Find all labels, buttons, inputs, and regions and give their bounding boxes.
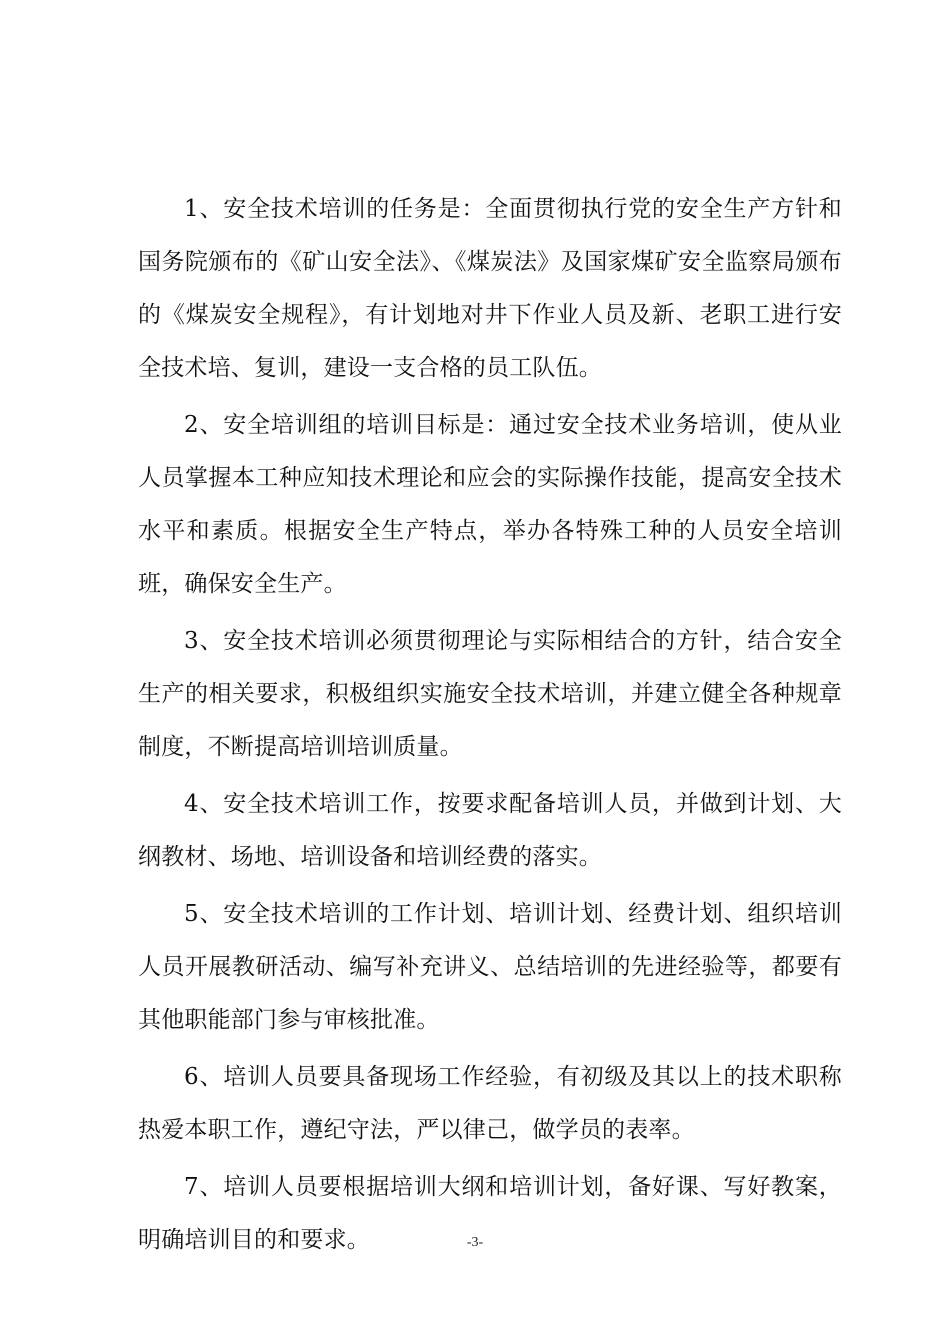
- paragraph-3: 3、安全技术培训必须贯彻理论与实际相结合的方针，结合安全生产的相关要求，积极组织实施安全技术培训，并建立健全各种规章制度，不断提高培训培训质量。: [138, 628, 842, 760]
- page-number: -3-: [466, 1235, 484, 1250]
- paragraph-4: 4、安全技术培训工作，按要求配备培训人员，并做到计划、大纲教材、场地、培训设备和培训经费的落实。: [138, 791, 842, 870]
- paragraph-7: 7、培训人员要根据培训大纲和培训计划，备好课、写好教案，明确培训目的和要求。: [138, 1174, 842, 1253]
- paragraph-5: 5、安全技术培训的工作计划、培训计划、经费计划、组织培训人员开展教研活动、编写补充讲义、总结培训的先进经验等，都要有其他职能部门参与审核批准。: [138, 901, 842, 1033]
- document-body: [138, 183, 842, 1271]
- paragraph-6: 6、培训人员要具备现场工作经验，有初级及其以上的技术职称热爱本职工作，遵纪守法，严以律己，做学员的表率。: [138, 1064, 842, 1143]
- paragraph-2: 2、安全培训组的培训目标是：通过安全技术业务培训，使从业人员掌握本工种应知技术理论和应会的实际操作技能，提高安全技术水平和素质。根据安全生产特点，举办各特殊工种的人员安全培训班，确保安全生产。: [138, 412, 842, 597]
- paragraph-1: 1、安全技术培训的任务是：全面贯彻执行党的安全生产方针和国务院颁布的《矿山安全法》、《煤炭法》及国家煤矿安全监察局颁布的《煤炭安全规程》，有计划地对井下作业人员及新、老职工进行安全技术培、复训，建设一支合格的员工队伍。: [138, 196, 842, 381]
